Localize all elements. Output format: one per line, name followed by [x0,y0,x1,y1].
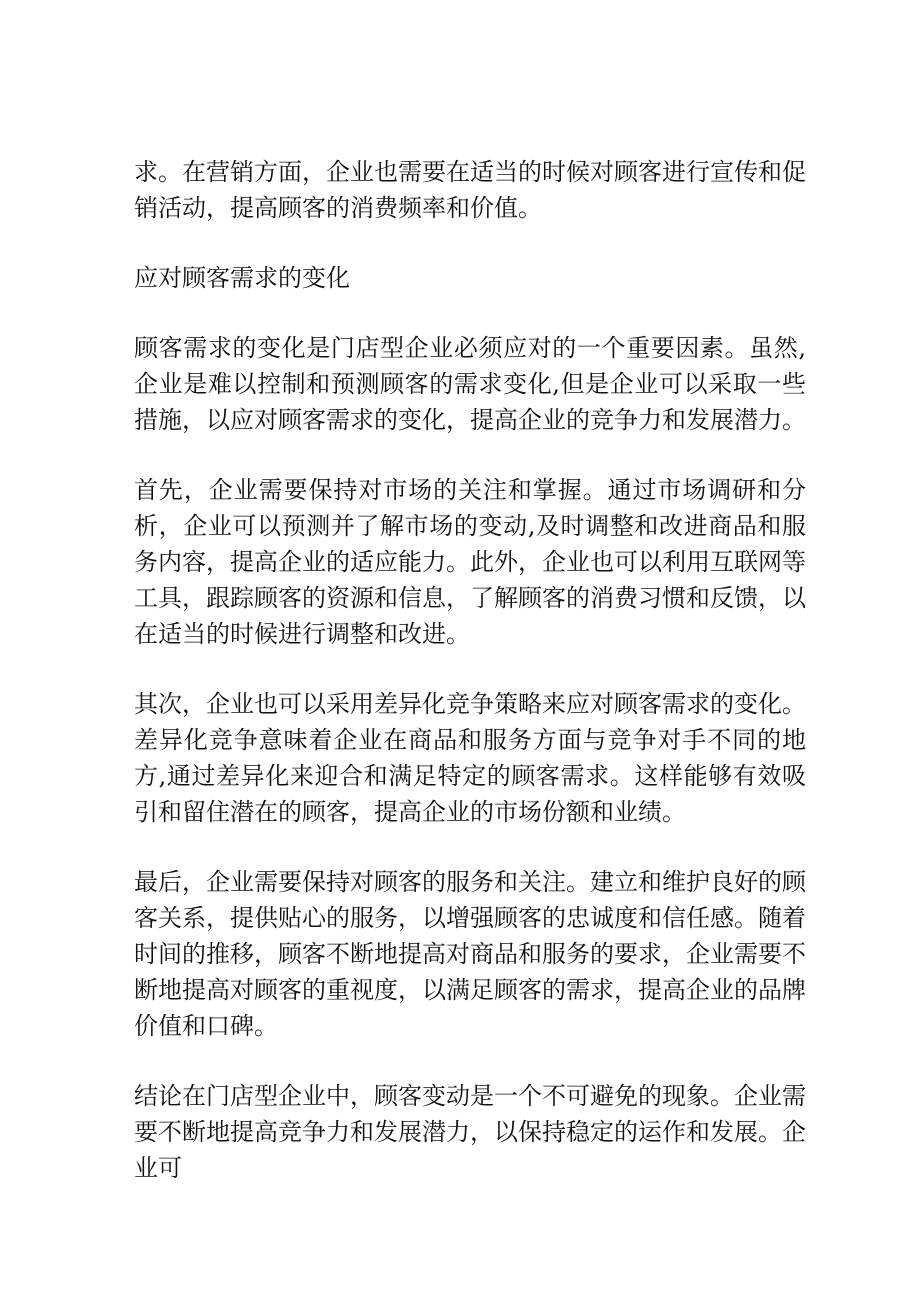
paragraph-demand-change-intro: 顾客需求的变化是门店型企业必须应对的一个重要因素。虽然,企业是难以控制和预测顾客的需求变化,但是企业可以采取一些措施，以应对顾客需求的变化，提高企业的竞争力和发展潜力。 [134,334,806,434]
document-body [134,154,806,1220]
section-heading-demand-change: 应对顾客需求的变化 [134,264,350,292]
paragraph-second-differentiation: 其次，企业也可以采用差异化竞争策略来应对顾客需求的变化。差异化竞争意味着企业在商品和服务方面与竞争对手不同的地方,通过差异化来迎合和满足特定的顾客需求。这样能够有效吸引和留住潜在的顾客，提高企业的市场份额和业绩。 [134,690,806,826]
paragraph-first-market-attention: 首先，企业需要保持对市场的关注和掌握。通过市场调研和分析，企业可以预测并了解市场的变动,及时调整和改进商品和服务内容，提高企业的适应能力。此外，企业也可以利用互联网等工具，跟踪顾客的资源和信息，了解顾客的消费习惯和反馈，以在适当的时候进行调整和改进。 [134,476,806,648]
paragraph-last-customer-service: 最后，企业需要保持对顾客的服务和关注。建立和维护良好的顾客关系，提供贴心的服务，以增强顾客的忠诚度和信任感。随着时间的推移，顾客不断地提高对商品和服务的要求，企业需要不断地提高对顾客的重视度，以满足顾客的需求，提高企业的品牌价值和口碑。 [134,868,806,1040]
paragraph-conclusion: 结论在门店型企业中，顾客变动是一个不可避免的现象。企业需要不断地提高竞争力和发展潜力，以保持稳定的运作和发展。企业可 [134,1082,806,1182]
paragraph-marketing-continuation: 求。在营销方面，企业也需要在适当的时候对顾客进行宣传和促销活动，提高顾客的消费频率和价值。 [134,158,806,222]
